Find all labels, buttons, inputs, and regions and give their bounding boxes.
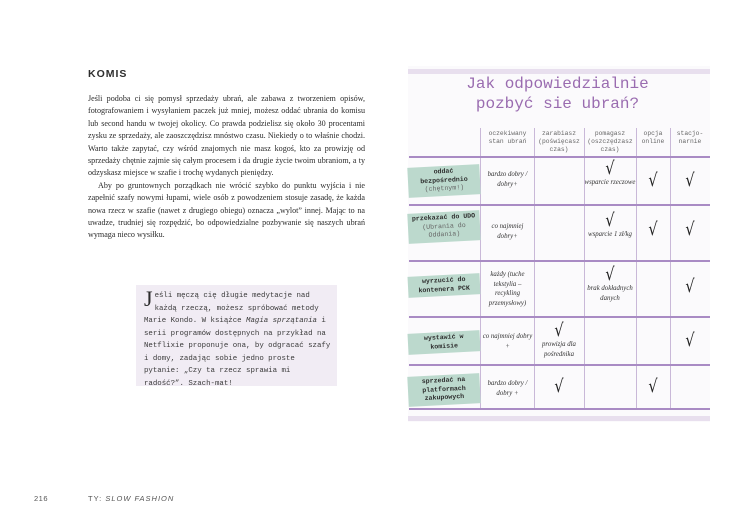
paragraph-2: Aby po gruntownych porządkach nie wrócić szybko do punktu wyjścia i nie zapełnić szafy nowymi łupami, wiele osób z powodzeniem stosuje zasadę, że każda nowa rzecz w szafie (nawet z drugiego obiegu) oznacza „wylot” innej. Mając to na uwadze, trudniej się rozpędzić, bo odpowiedzialne pozbywanie się naszych ubrań wymaga nieco wysiłku. (88, 180, 365, 240)
row-divider (409, 408, 710, 410)
column-header-zarabiasz: zarabiasz (poświęcasz czas) (538, 130, 580, 153)
title-line-1: Jak odpowiedzialnie (466, 75, 649, 93)
check-icon: √ (605, 264, 615, 285)
page-number: 216 (34, 494, 49, 503)
check-icon: √ (685, 219, 695, 240)
cell-stan: co najmniej dobry + (482, 333, 533, 350)
row-divider (409, 260, 710, 262)
book-title: Magia sprzątania (246, 317, 317, 325)
kondo-callout (136, 285, 337, 386)
check-icon: √ (685, 276, 695, 297)
table-panel (408, 66, 710, 422)
cell-stan: co najmniej dobry+ (491, 223, 524, 240)
row-divider (409, 156, 710, 158)
row-label-platformy: sprzedać na platformach zakupowych (408, 375, 480, 405)
check-icon: √ (554, 320, 564, 341)
title-line-2: pozbyć sie ubrań? (475, 95, 640, 113)
column-header-pomagasz: pomagasz (oszczędzasz czas) (587, 130, 633, 153)
cell-stacjonarnie (670, 221, 710, 239)
column-header-stan: oczekiwany stan ubrań (488, 130, 527, 145)
row-label-pck: wyrzucić do kontenera PCK (408, 275, 480, 296)
row-label-oddac: oddać bezpośrednio (chętnym!) (408, 166, 480, 196)
cell-stacjonarnie (670, 172, 710, 190)
row-label-komis: wystawić w komisie (408, 332, 480, 353)
check-icon: √ (648, 376, 658, 397)
column-header-online: opcja online (641, 130, 665, 145)
table-title (420, 74, 695, 114)
cell-stan: bardzo dobry / dobry+ (487, 171, 528, 188)
cell-online (636, 221, 670, 239)
check-icon: √ (648, 170, 658, 191)
cell-pomagasz: √ wsparcie rzeczowe (584, 158, 636, 186)
cell-stacjonarnie (670, 278, 710, 296)
grid-line (636, 128, 637, 410)
cell-online (636, 172, 670, 190)
cell-zarabiasz: √ prowizja dla pośrednika (534, 322, 584, 359)
row-divider (409, 364, 710, 366)
cell-pomagasz: √ wsparcie 1 zł/kg (588, 210, 632, 238)
check-icon: √ (648, 219, 658, 240)
grid-line (534, 128, 535, 410)
cell-stan: bardzo dobry / dobry + (487, 380, 528, 397)
cell-stacjonarnie (670, 332, 710, 350)
left-column (88, 68, 365, 242)
cell-pomagasz: √ brak dokładnych danych (587, 264, 633, 302)
check-icon: √ (554, 376, 564, 397)
grid-line (670, 128, 671, 410)
check-icon: √ (605, 158, 615, 179)
callout-text-2: i serii programów dostępnych na przykład na Netflixie proponuje ona, by odgracać szafy i domy, zadając sobie jedno proste pytanie: „Czy ta rzecz sprawia mi radość?”. Szach-mat! (144, 317, 331, 388)
row-divider (409, 204, 710, 206)
cell-stan: każdy (tuche tekstylia – recykling przemysłowy) (488, 271, 527, 307)
column-header-stacjonarnie: stacjo-narnie (676, 130, 704, 145)
page-footer (34, 494, 175, 503)
check-icon: √ (685, 330, 695, 351)
panel-bottom-bar (408, 416, 710, 421)
cell-zarabiasz (534, 378, 584, 396)
drop-cap: J (144, 286, 153, 311)
row-divider (409, 316, 710, 318)
paragraph-1: Jeśli podoba ci się pomysł sprzedaży ubrań, ale zabawa z tworzeniem opisów, fotografowaniem i wysyłaniem paczek już mniej, możesz oddać ubrania do komisu lub second handu w twojej okolicy. Co prawda podzielisz się około 30 procentami zysku ze sprzedaży, ale zaoszczędzisz mnóstwo czasu. Niekiedy o to właśnie chodzi. Warto także zapytać, czy wśród znajomych nie masz kogoś, kto za prowizję od sprzedaży chętnie zajmie się całym procesem i da drugie życie twoim ubraniom, a ty odzyskasz miejsce w szafie i trochę wydanych pieniędzy. (88, 94, 365, 178)
chapter-title: TY: SLOW FASHION (88, 494, 175, 503)
row-label-udo: przekazać do UDO (Ubrania do Oddania) (408, 212, 480, 242)
callout-text-1: eśli męczą cię długie medytacje nad każdą rzeczą, możesz spróbować metody Marie Kondo. W książce (144, 292, 319, 325)
cell-online (636, 378, 670, 396)
check-icon: √ (605, 210, 615, 231)
check-icon: √ (685, 170, 695, 191)
section-heading: KOMIS (88, 68, 128, 80)
